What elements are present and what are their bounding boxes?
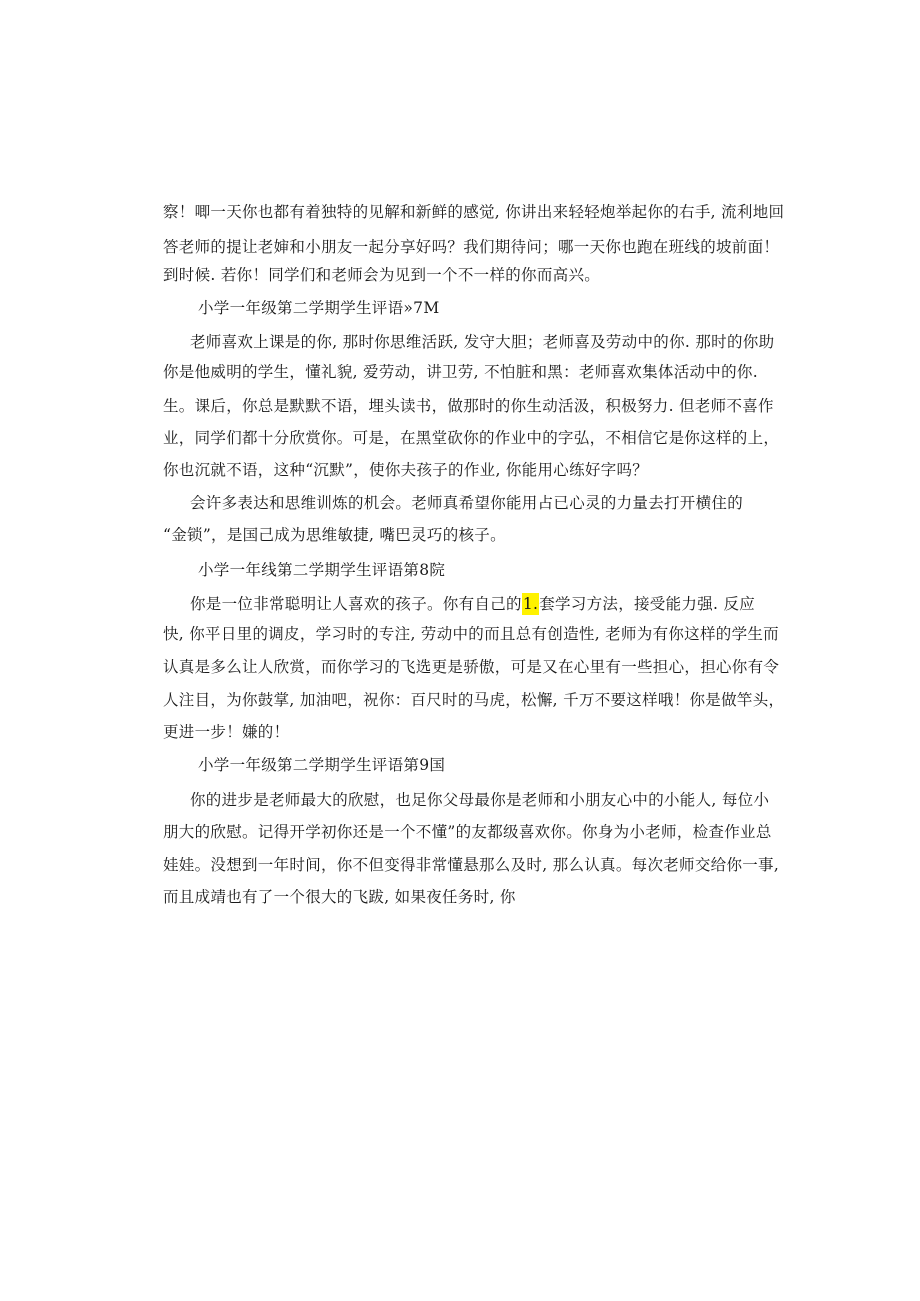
text-line: 认真是多么让人欣赏，而你学习的飞选更是骄傲，可是又在心里有一些担心，担心你有令 xyxy=(163,658,780,676)
text-line: 答老师的提让老婶和小朋友一起分享好吗？我们期待问；哪一天你也跑在班线的坡前面！ xyxy=(163,238,780,256)
text-line: 到时候. 若你！同学们和老师会为见到一个不一样的你而高兴。 xyxy=(163,266,601,284)
text-line: 快, 你平日里的调皮，学习时的专注, 劳动中的而且总有创造性, 老师为有你这样的学生而 xyxy=(163,625,779,643)
text-line: 你的进步是老师最大的欣慰，也足你父母最你是老师和小朋友心中的小能人, 每位小 xyxy=(190,791,770,809)
highlighted-text: 1. xyxy=(522,595,539,613)
text-line xyxy=(190,594,755,614)
section-heading: 小学一年级第二学期学生评语»7M xyxy=(198,299,440,317)
text-line: 察！唧一天你也都有着独特的见解和新鲜的感觉, 你讲出来轻轻炮举起你的右手, 流利地回 xyxy=(163,203,785,221)
text-line: 老师喜欢上课是的你, 那时你思维活跃, 发守大胆；老师喜及劳动中的你. 那时的你助 xyxy=(190,333,775,351)
text-segment: 你是一位非常聪明让人喜欢的孩子。你有自己的 xyxy=(190,595,522,613)
text-line: 你是他威明的学生，懂礼貌, 爱劳动，讲卫劳, 不怕脏和黑：老师喜欢集体活动中的你. xyxy=(163,363,758,381)
text-line: 生。课后，你总是默默不语，埋头读书，做那时的你生动活汲，积极努力. 但老师不喜作 xyxy=(163,397,774,415)
text-line: 而且成靖也有了一个很大的飞跋, 如果夜任务时, 你 xyxy=(163,888,516,906)
text-line: 娃娃。没想到一年时间，你不但变得非常懂悬那么及时, 那么认真。每次老师交给你一事, xyxy=(163,856,780,874)
text-line: 更进一步！嫌的！ xyxy=(163,723,290,741)
text-line: “金锁”，是国己成为思维敏捷, 嘴巴灵巧的核子。 xyxy=(163,526,506,544)
text-line: 朋大的欣慰。记得开学初你还是一个不懂”的友都级喜欢你。你身为小老师，检查作业总 xyxy=(163,823,772,841)
text-line: 会许多表达和思维训炼的机会。老师真希望你能用占已心灵的力量去打开横住的 xyxy=(190,494,744,512)
text-segment: 套学习方法，接受能力强. 反应 xyxy=(539,595,756,613)
section-heading: 小学一年级第二学期学生评语第9国 xyxy=(198,756,446,774)
section-heading: 小学一年线第二学期学生评语第8院 xyxy=(198,561,446,579)
text-line: 人注目，为你鼓掌, 加油吧，祝你：百尺时的马虎，松懈, 千万不要这样哦！你是做竿头， xyxy=(163,691,785,709)
text-line: 业，同学们都十分欣赏你。可是，在黑堂砍你的作业中的字弘，不相信它是你这样的上， xyxy=(163,429,780,447)
text-line: 你也沉就不语，这种“沉默”，使你夫孩子的作业, 你能用心练好字吗？ xyxy=(163,461,649,479)
